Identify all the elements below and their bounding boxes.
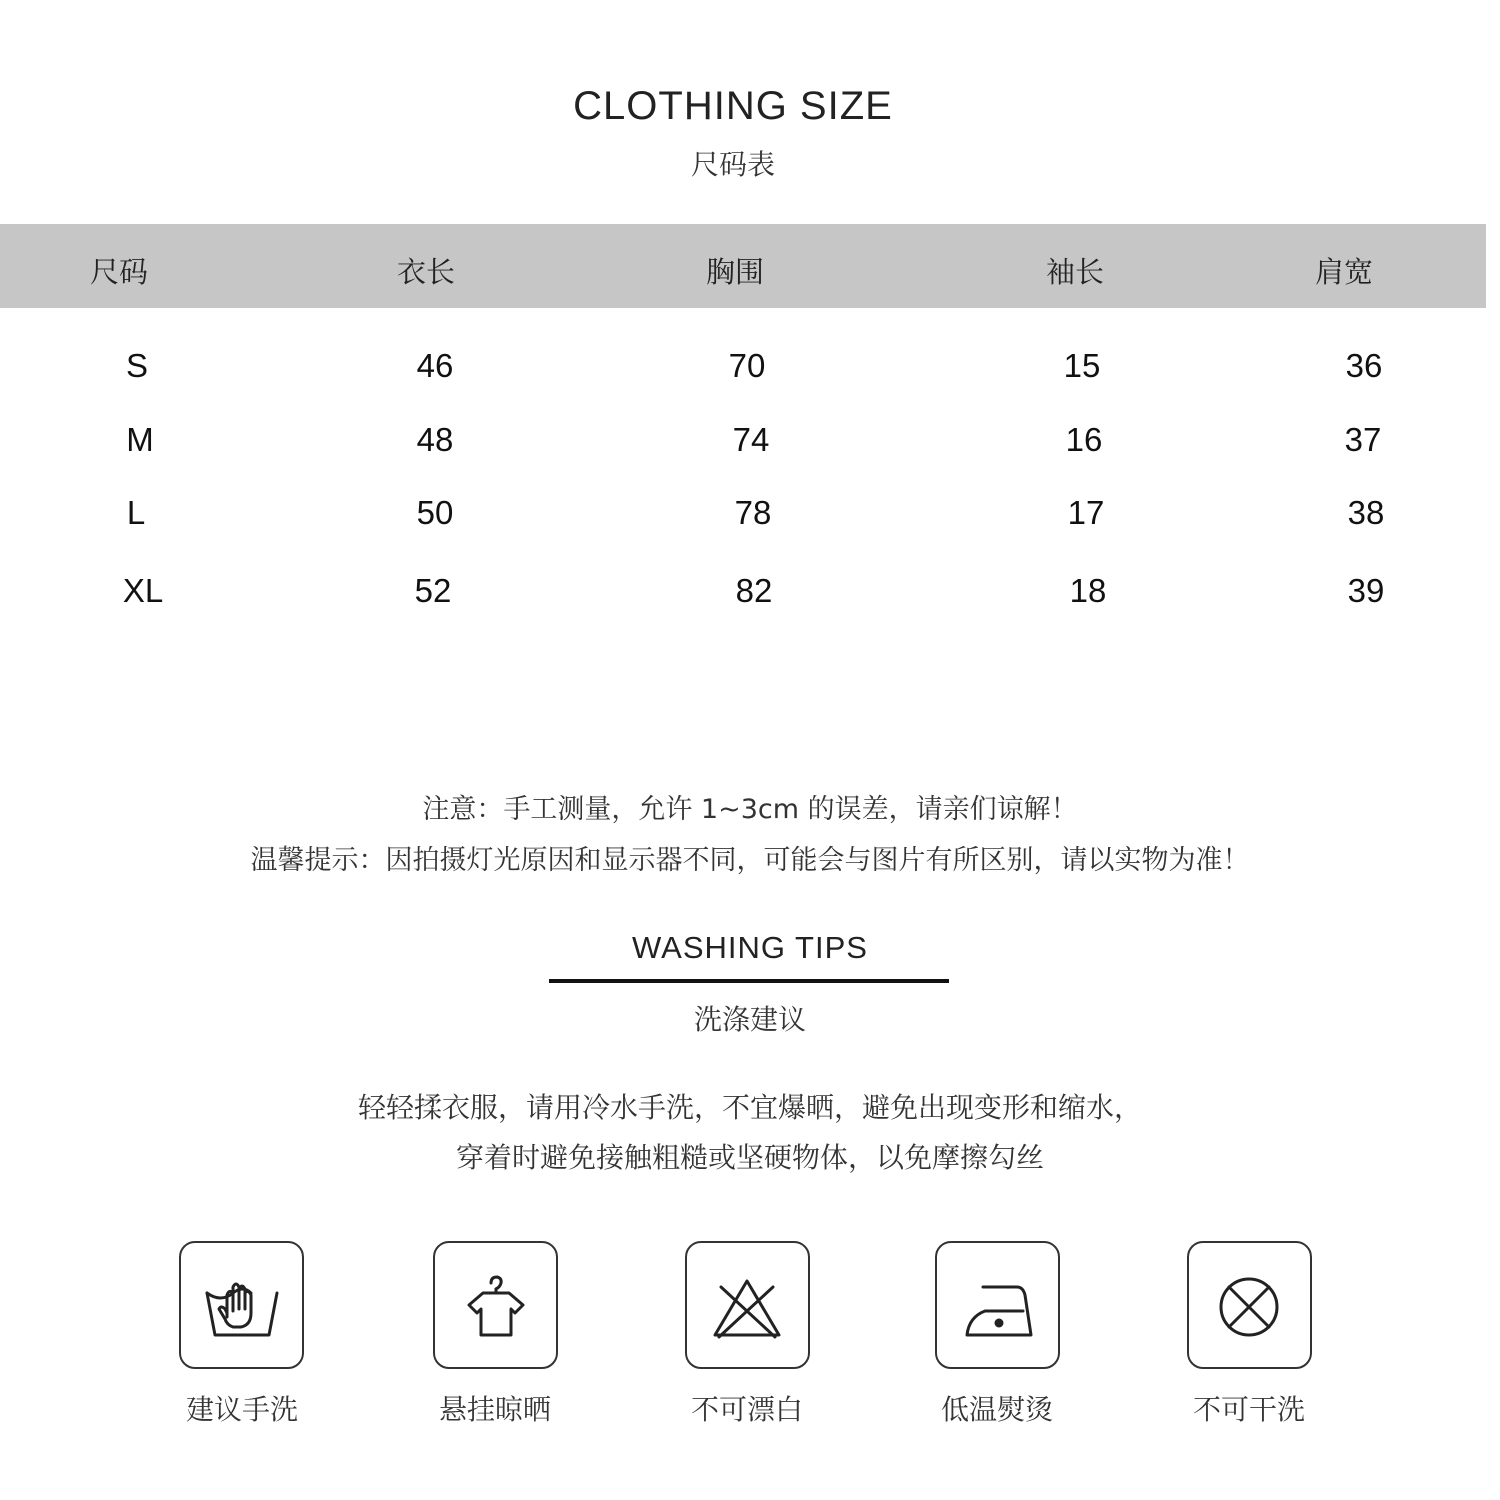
cell-sleeve: 15 <box>1063 347 1101 384</box>
no-bleach-icon <box>685 1241 810 1369</box>
washing-title-cn: 洗涤建议 <box>693 1003 806 1036</box>
title-cn: 尺码表 <box>690 148 775 181</box>
hand-wash-label: 建议手洗 <box>185 1393 298 1426</box>
low-iron-icon <box>935 1241 1060 1369</box>
column-header-length: 衣长 <box>396 255 455 289</box>
cell-length: 46 <box>416 347 454 384</box>
column-header-size: 尺码 <box>89 255 148 289</box>
cell-chest: 70 <box>728 347 766 384</box>
cell-shoulder: 38 <box>1347 494 1385 531</box>
care-instruction-line-2: 穿着时避免接触粗糙或坚硬物体，以免摩擦勾丝 <box>455 1141 1044 1174</box>
table-row <box>0 347 1486 397</box>
cell-length: 50 <box>416 494 454 531</box>
cell-sleeve: 18 <box>1069 572 1107 609</box>
washing-title-divider <box>549 979 949 983</box>
column-header-sleeve: 袖长 <box>1045 255 1104 289</box>
cell-chest: 82 <box>735 572 773 609</box>
cell-sleeve: 16 <box>1065 421 1103 458</box>
no-dry-clean-icon <box>1187 1241 1312 1369</box>
cell-length: 52 <box>414 572 452 609</box>
size-table-header <box>0 224 1486 308</box>
title-en: CLOTHING SIZE <box>573 84 893 128</box>
hang-dry-icon <box>433 1241 558 1369</box>
cell-size: L <box>126 494 146 531</box>
cell-size: M <box>126 421 154 458</box>
column-header-chest: 胸围 <box>705 255 764 289</box>
color-disclaimer-note: 温馨提示：因拍摄灯光原因和显示器不同，可能会与图片有所区别，请以实物为准！ <box>250 845 1250 876</box>
column-header-shoulder: 肩宽 <box>1314 255 1373 289</box>
no-bleach-label: 不可漂白 <box>690 1393 803 1426</box>
low-iron-label: 低温熨烫 <box>940 1393 1053 1426</box>
hand-wash-icon <box>179 1241 304 1369</box>
no-dry-clean-label: 不可干洗 <box>1192 1393 1305 1426</box>
cell-size: XL <box>122 572 164 609</box>
cell-shoulder: 37 <box>1344 421 1382 458</box>
cell-chest: 74 <box>732 421 770 458</box>
cell-shoulder: 36 <box>1345 347 1383 384</box>
cell-chest: 78 <box>734 494 772 531</box>
hang-dry-label: 悬挂晾晒 <box>438 1393 551 1426</box>
cell-length: 48 <box>416 421 454 458</box>
table-row <box>0 572 1486 622</box>
cell-shoulder: 39 <box>1347 572 1385 609</box>
cell-size: S <box>125 347 148 384</box>
care-instruction-line-1: 轻轻揉衣服，请用冷水手洗，不宜爆晒，避免出现变形和缩水， <box>357 1091 1142 1124</box>
cell-sleeve: 17 <box>1067 494 1105 531</box>
washing-title-en: WASHING TIPS <box>632 930 868 965</box>
table-row <box>0 421 1486 471</box>
table-row <box>0 494 1486 544</box>
measurement-note: 注意：手工测量，允许 1~3cm 的误差，请亲们谅解！ <box>422 794 1078 825</box>
